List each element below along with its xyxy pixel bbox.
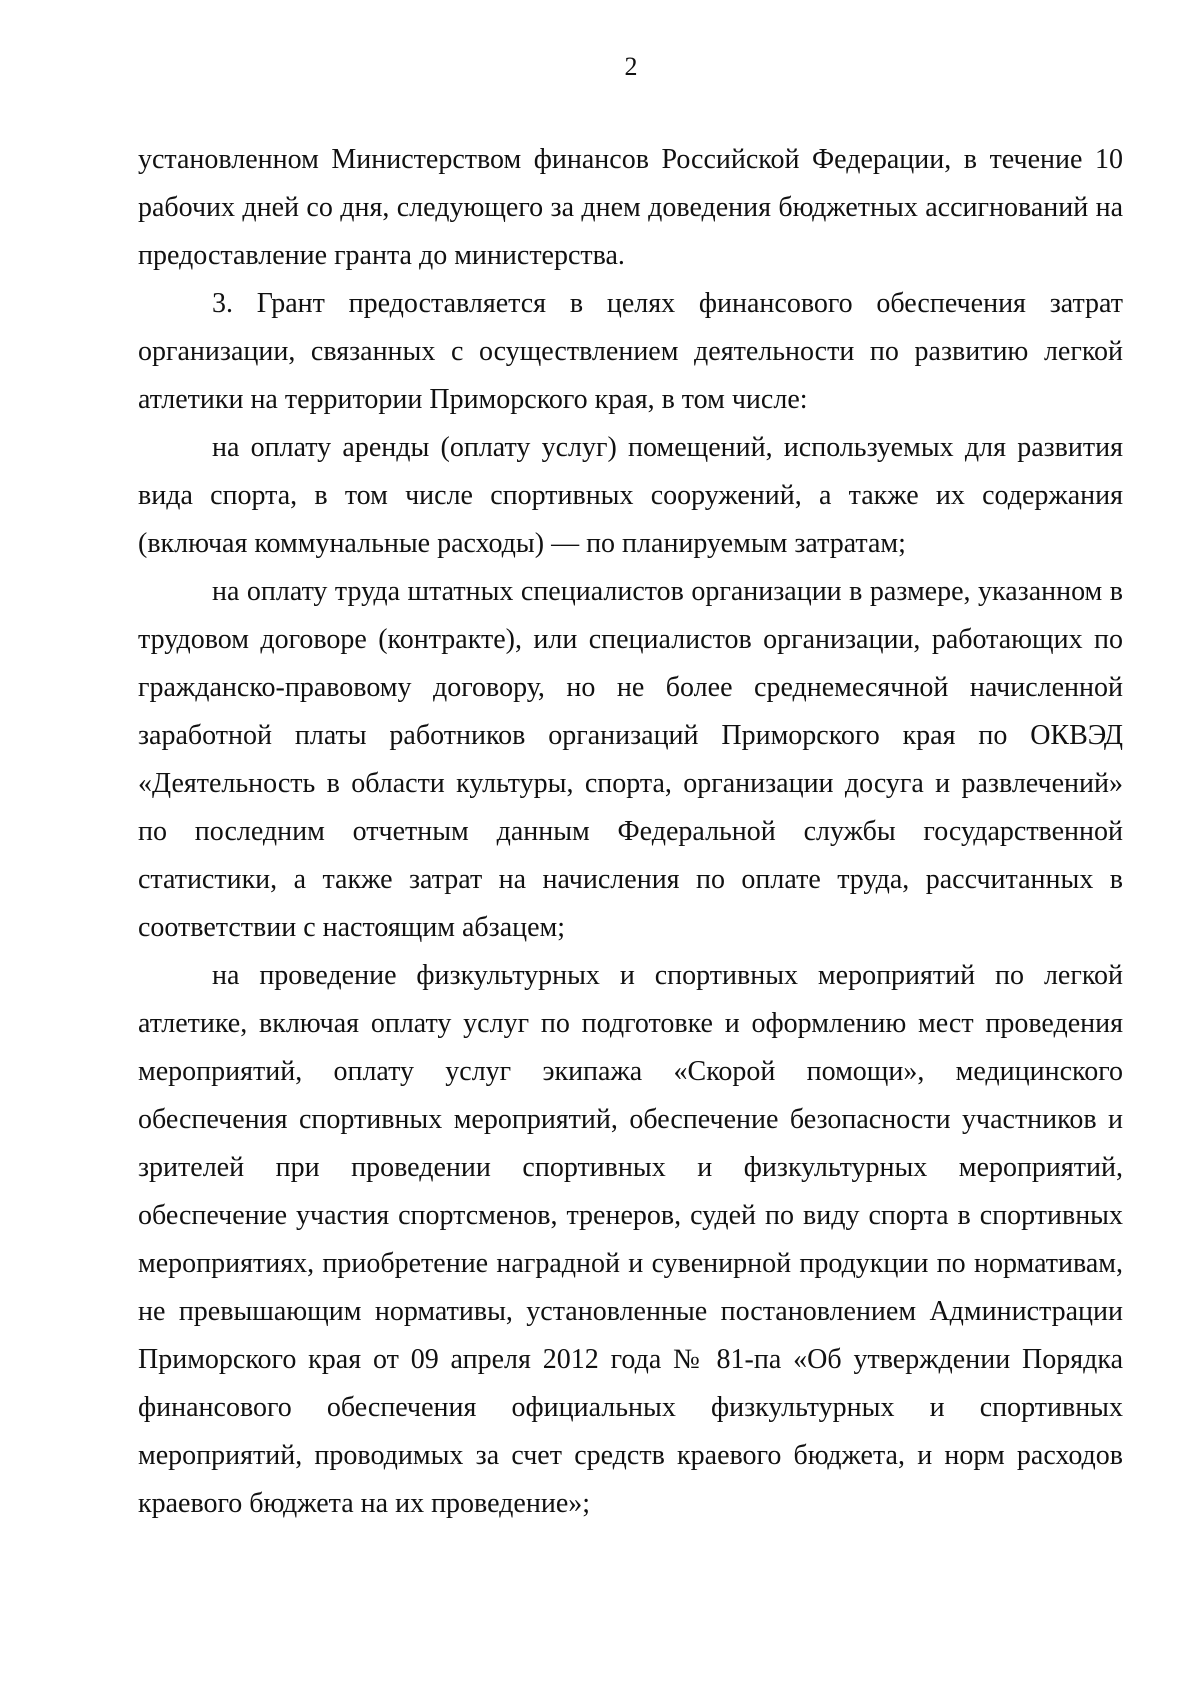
paragraph-rent-costs: на оплату аренды (оплату услуг) помещений, используемых для развития вида спорта, в том числе спортивных сооружений, а также их содержания (включая коммунальные расходы) — по планируемым затратам; <box>138 432 1123 559</box>
page-number: 2 <box>624 52 638 81</box>
paragraph-clause-3: 3. Грант предоставляется в целях финансового обеспечения затрат организации, связанных с осуществлением деятельности по развитию легкой атлетики на территории Приморского края, в том числе: <box>138 288 1123 415</box>
paragraph-continuation: установленном Министерством финансов Российской Федерации, в течение 10 рабочих дней со дня, следующего за днем доведения бюджетных ассигнований на предоставление гранта до министерства. <box>138 144 1123 271</box>
paragraph-events-costs: на проведение физкультурных и спортивных мероприятий по легкой атлетике, включая оплату услуг по подготовке и оформлению мест проведения мероприятий, оплату услуг экипажа «Скорой помощи», медицинского обеспечения спортивных мероприятий, обеспечение безопасности участников и зрителей при проведении спортивных и физкультурных мероприятий, обеспечение участия спортсменов, тренеров, судей по виду спорта в спортивных мероприятиях, приобретение наградной и сувенирной продукции по нормативам, не превышающим нормативы, установленные постановлением Администрации Приморского края от 09 апреля 2012 года № 81-па «Об утверждении Порядка финансового обеспечения официальных физкультурных и спортивных мероприятий, проводимых за счет средств краевого бюджета, и норм расходов краевого бюджета на их проведение»; <box>138 960 1123 1519</box>
paragraph-labor-costs: на оплату труда штатных специалистов организации в размере, указанном в трудовом договоре (контракте), или специалистов организации, работающих по гражданско-правовому договору, но не более среднемесячной начисленной заработной платы работников организаций Приморского края по ОКВЭД «Деятельность в области культуры, спорта, организации досуга и развлечений» по последним отчетным данным Федеральной службы государственной статистики, а также затрат на начисления по оплате труда, рассчитанных в соответствии с настоящим абзацем; <box>138 576 1123 943</box>
document-body <box>138 136 1123 1528</box>
